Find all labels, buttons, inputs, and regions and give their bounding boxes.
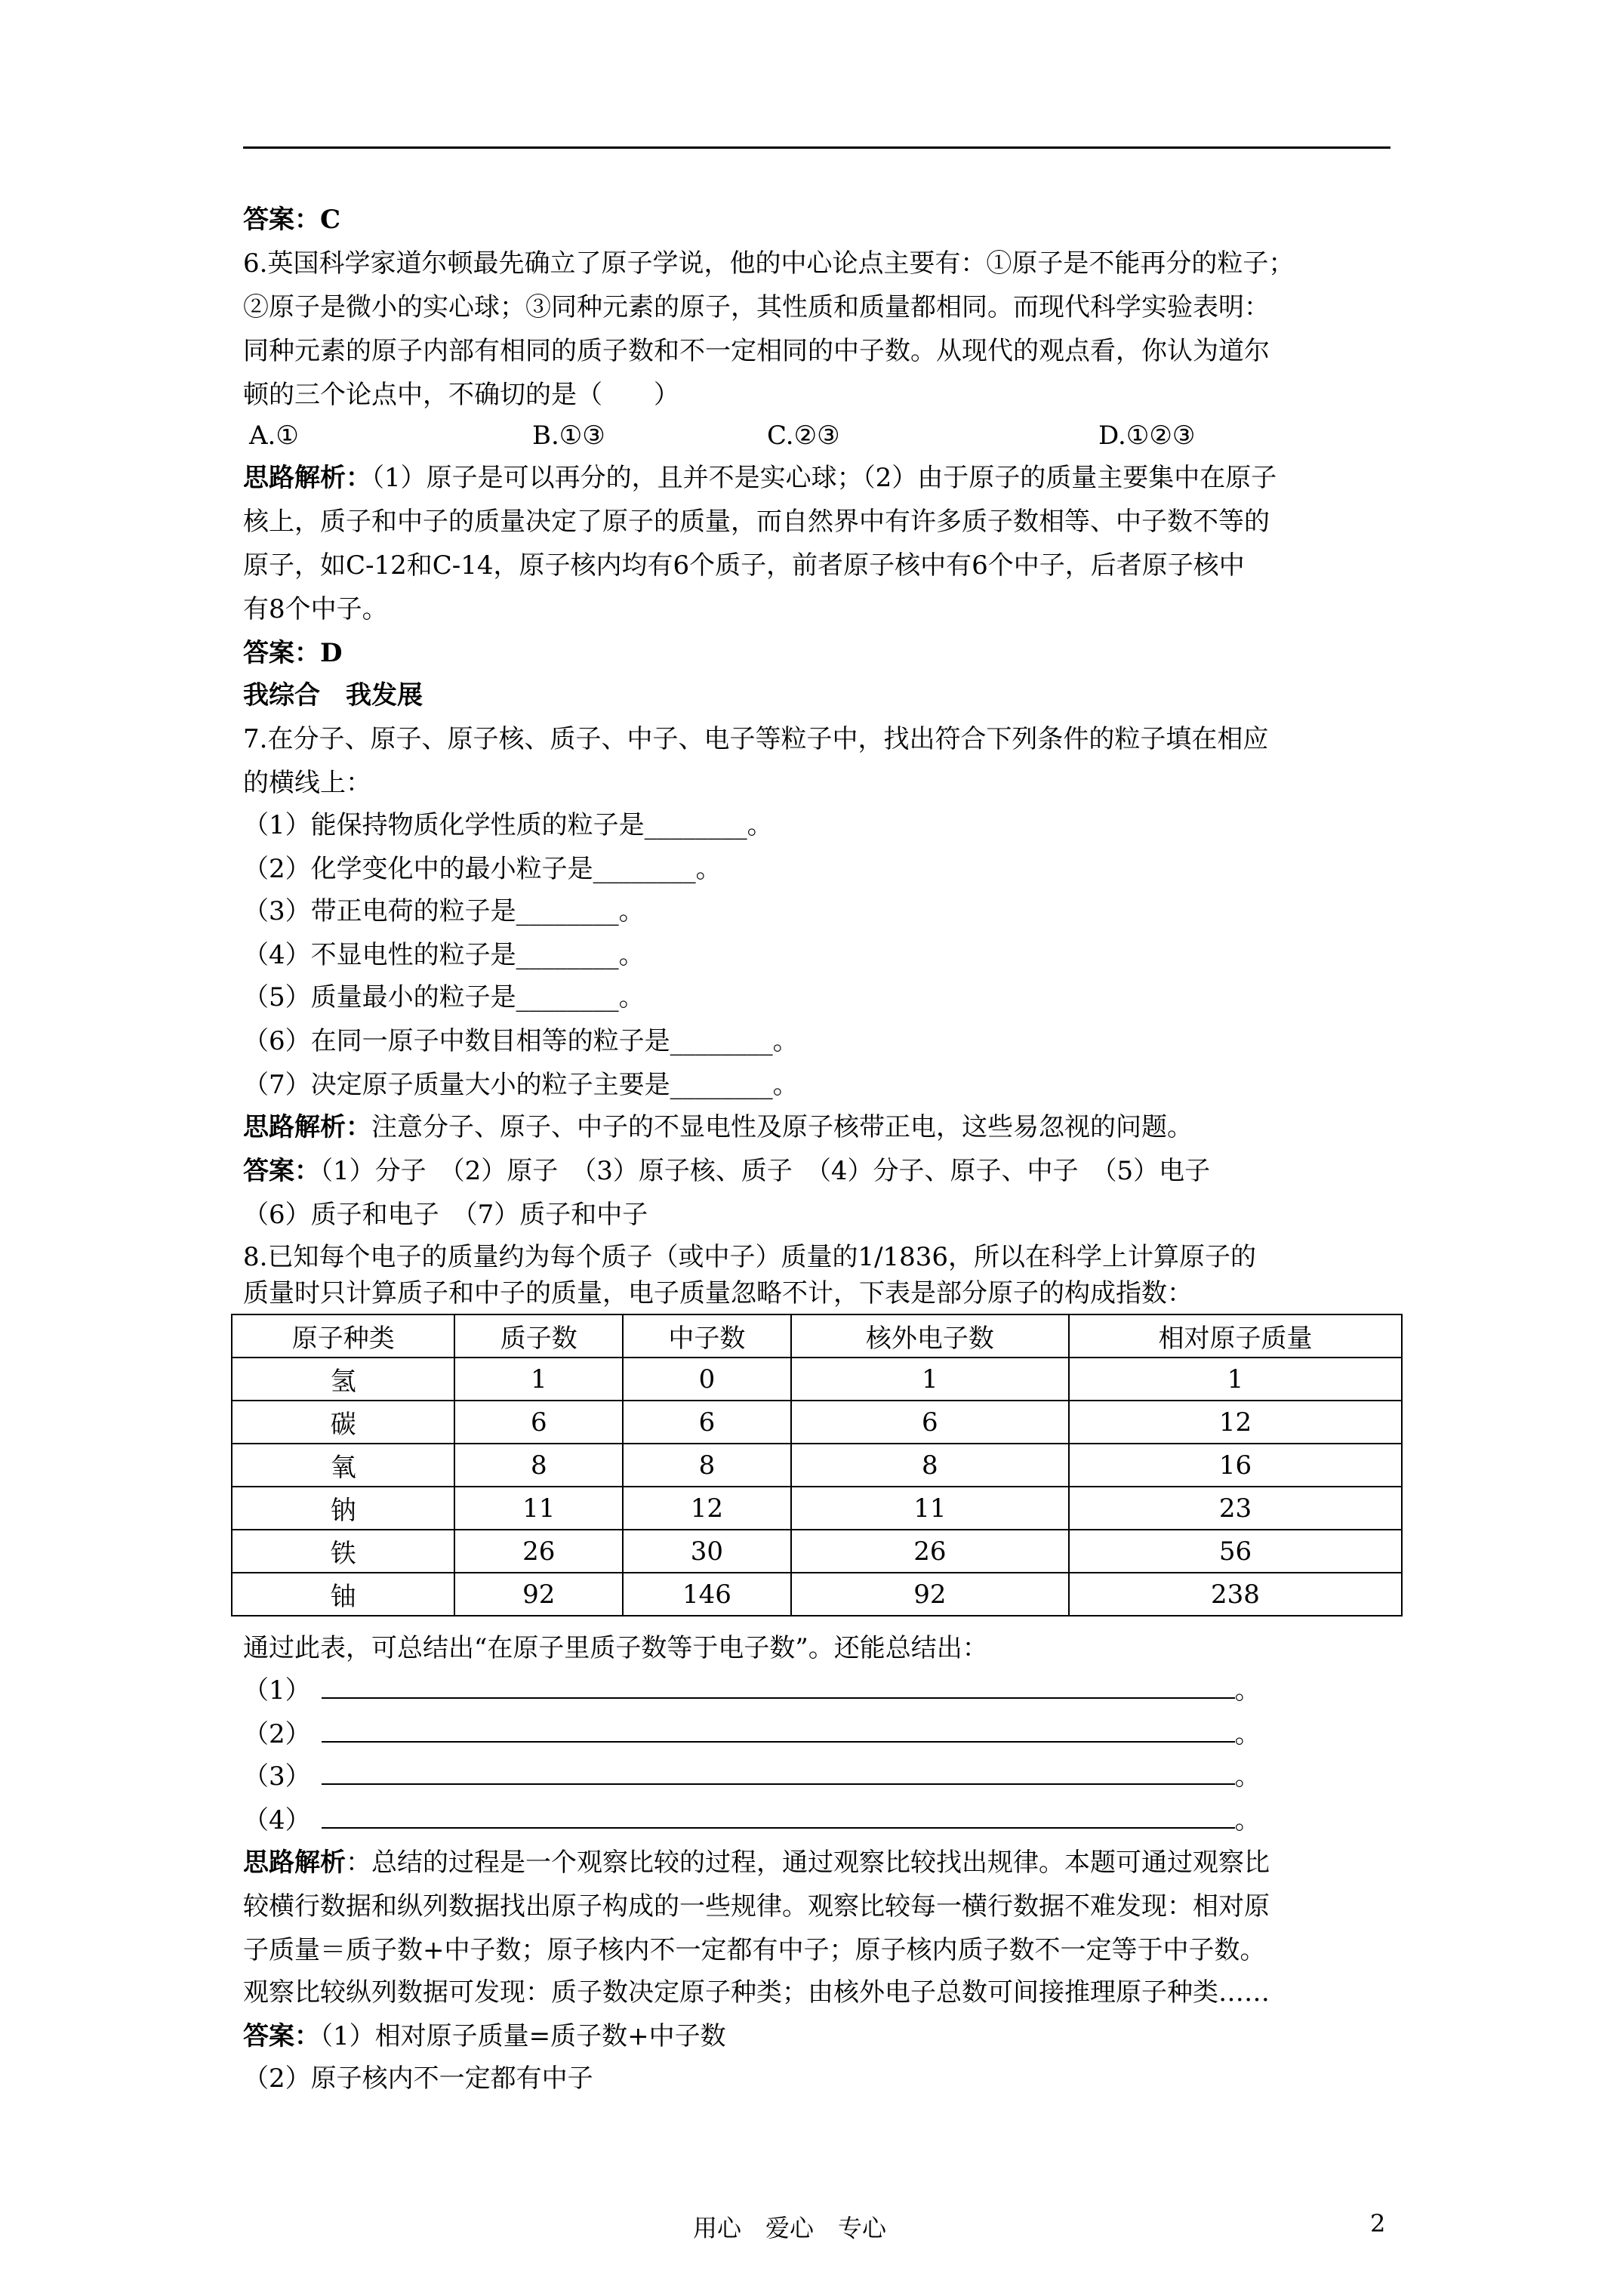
answer-label: 答案： — [243, 2021, 320, 2051]
table-cell: 30 — [623, 1530, 791, 1573]
table-header-cell: 相对原子质量 — [1069, 1314, 1402, 1358]
table-cell: 1 — [1069, 1358, 1402, 1401]
section-title: 我综合 我发展 — [243, 680, 423, 710]
q8-answer-text: （1）相对原子质量=质子数+中子数 — [320, 2021, 726, 2051]
table-cell: 0 — [623, 1358, 791, 1401]
q8-answer — [243, 2014, 726, 2058]
table-cell: 6 — [454, 1401, 623, 1444]
table-cell: 铁 — [232, 1530, 454, 1573]
q7-line: 7.在分子、原子、原子核、质子、中子、电子等粒子中，找出符合下列条件的粒子填在相应 — [243, 724, 1269, 754]
footer-motto: 用心 爱心 专心 — [693, 2214, 887, 2242]
blank-end: 。 — [1234, 1675, 1261, 1706]
q8-blank-line — [243, 1798, 1261, 1842]
q7-analysis-text: 注意分子、原子、中子的不显电性及原子核带正电，这些易忽视的问题。 — [371, 1112, 1193, 1142]
q8-blank-line — [243, 1755, 1261, 1798]
answer-label: 答案： — [243, 1156, 320, 1186]
analysis-label: 思路解析： — [243, 1112, 371, 1142]
table-cell: 碳 — [232, 1401, 454, 1444]
table-cell: 92 — [791, 1573, 1069, 1616]
blank-number: （3） — [243, 1761, 311, 1792]
table-row — [232, 1358, 1402, 1401]
analysis-label: 思路解析： — [243, 463, 371, 493]
blank-number: （4） — [243, 1805, 311, 1835]
table-header-row — [232, 1314, 1402, 1358]
q8-blank-line — [243, 1712, 1261, 1756]
blank-end: 。 — [1234, 1719, 1261, 1749]
table-cell: 6 — [791, 1401, 1069, 1444]
q8-analysis-line: 子质量＝质子数+中子数；原子核内不一定都有中子；原子核内质子数不一定等于中子数。 — [243, 1935, 1266, 1965]
table-header-cell: 中子数 — [623, 1314, 791, 1358]
q6-analysis — [243, 456, 1277, 500]
blank-number: （1） — [243, 1675, 311, 1706]
q5-answer: 答案：C — [243, 205, 341, 235]
q6-line: ②原子是微小的实心球；③同种元素的原子，其性质和质量都相同。而现代科学实验表明： — [243, 292, 1270, 322]
q6-option-a: A.① — [249, 421, 299, 451]
q8-analysis — [243, 1841, 1270, 1885]
q7-answer-line: （6）质子和电子 （7）质子和中子 — [243, 1200, 648, 1230]
answer-blank — [322, 1761, 1235, 1785]
answer-blank — [322, 1675, 1235, 1699]
q6-analysis-line: 核上，质子和中子的质量决定了原子的质量，而自然界中有许多质子数相等、中子数不等的 — [243, 507, 1270, 537]
q8-line: 质量时只计算质子和中子的质量，电子质量忽略不计，下表是部分原子的构成指数： — [243, 1278, 1193, 1308]
table-cell: 16 — [1069, 1444, 1402, 1487]
table-row — [232, 1573, 1402, 1616]
table-row — [232, 1401, 1402, 1444]
q6-analysis-line: 有8个中子。 — [243, 594, 388, 624]
q6-line: 顿的三个论点中，不确切的是（ ） — [243, 380, 679, 410]
table-cell: 92 — [454, 1573, 623, 1616]
q7-answer-text: （1）分子 （2）原子 （3）原子核、质子 （4）分子、原子、中子 （5）电子 — [320, 1156, 1211, 1186]
table-cell: 238 — [1069, 1573, 1402, 1616]
table-cell: 146 — [623, 1573, 791, 1616]
table-cell: 26 — [791, 1530, 1069, 1573]
q8-analysis-line: 观察比较纵列数据可发现：质子数决定原子种类；由核外电子总数可间接推理原子种类…… — [243, 1977, 1270, 2008]
table-header-cell: 原子种类 — [232, 1314, 454, 1358]
header-rule — [243, 146, 1390, 149]
table-cell: 23 — [1069, 1487, 1402, 1530]
analysis-label: 思路解析 — [243, 1848, 346, 1878]
q8-line: 8.已知每个电子的质量约为每个质子（或中子）质量的1/1836，所以在科学上计算原子的 — [243, 1242, 1257, 1272]
table-cell: 56 — [1069, 1530, 1402, 1573]
q7-item: （2）化学变化中的最小粒子是________。 — [243, 854, 722, 884]
q8-analysis-line: 较横行数据和纵列数据找出原子构成的一些规律。观察比较每一横行数据不难发现：相对原 — [243, 1891, 1270, 1922]
table-header-cell: 质子数 — [454, 1314, 623, 1358]
table-cell: 12 — [623, 1487, 791, 1530]
q6-analysis-line: 原子，如C-12和C-14，原子核内均有6个质子，前者原子核中有6个中子，后者原子核中 — [243, 550, 1245, 581]
q7-item: （5）质量最小的粒子是________。 — [243, 982, 645, 1012]
table-cell: 12 — [1069, 1401, 1402, 1444]
q8-summary: 通过此表，可总结出“在原子里质子数等于电子数”。还能总结出： — [243, 1633, 988, 1663]
table-cell: 1 — [454, 1358, 623, 1401]
q7-item: （3）带正电荷的粒子是________。 — [243, 896, 645, 926]
table-cell: 26 — [454, 1530, 623, 1573]
table-cell: 氧 — [232, 1444, 454, 1487]
blank-number: （2） — [243, 1719, 311, 1749]
page-number: 2 — [1370, 2209, 1386, 2238]
q6-answer: 答案：D — [243, 638, 343, 668]
table-row — [232, 1487, 1402, 1530]
q7-item: （4）不显电性的粒子是________。 — [243, 940, 645, 970]
table-cell: 1 — [791, 1358, 1069, 1401]
q6-option-d: D.①②③ — [1098, 421, 1196, 451]
answer-blank — [322, 1804, 1235, 1829]
q6-analysis-text: （1）原子是可以再分的，且并不是实心球；（2）由于原子的质量主要集中在原子 — [371, 463, 1277, 493]
table-cell: 11 — [454, 1487, 623, 1530]
table-row — [232, 1444, 1402, 1487]
q7-line: 的横线上： — [243, 768, 371, 798]
q6-option-b: B.①③ — [532, 421, 605, 451]
q7-item: （6）在同一原子中数目相等的粒子是________。 — [243, 1026, 799, 1056]
table-cell: 8 — [454, 1444, 623, 1487]
table-cell: 铀 — [232, 1573, 454, 1616]
q7-item: （7）决定原子质量大小的粒子主要是________。 — [243, 1070, 799, 1100]
answer-blank — [322, 1718, 1235, 1743]
q7-item: （1）能保持物质化学性质的粒子是________。 — [243, 810, 773, 840]
q8-blank-line — [243, 1669, 1261, 1712]
table-cell: 氢 — [232, 1358, 454, 1401]
q6-option-c: C.②③ — [767, 421, 840, 451]
blank-end: 。 — [1234, 1761, 1261, 1792]
table-cell: 11 — [791, 1487, 1069, 1530]
q7-answer — [243, 1149, 1210, 1193]
q6-line: 同种元素的原子内部有相同的质子数和不一定相同的中子数。从现代的观点看，你认为道尔 — [243, 336, 1270, 366]
atom-composition-table — [231, 1314, 1403, 1616]
table-row — [232, 1530, 1402, 1573]
q8-analysis-text: ：总结的过程是一个观察比较的过程，通过观察比较找出规律。本题可通过观察比 — [346, 1848, 1270, 1878]
q6-line: 6.英国科学家道尔顿最先确立了原子学说，他的中心论点主要有：①原子是不能再分的粒子； — [243, 248, 1295, 279]
table-cell: 6 — [623, 1401, 791, 1444]
table-header-cell: 核外电子数 — [791, 1314, 1069, 1358]
table-cell: 钠 — [232, 1487, 454, 1530]
q8-answer-line: （2）原子核内不一定都有中子 — [243, 2063, 593, 2094]
blank-end: 。 — [1234, 1805, 1261, 1835]
table-cell: 8 — [623, 1444, 791, 1487]
table-cell: 8 — [791, 1444, 1069, 1487]
q7-analysis — [243, 1105, 1193, 1149]
